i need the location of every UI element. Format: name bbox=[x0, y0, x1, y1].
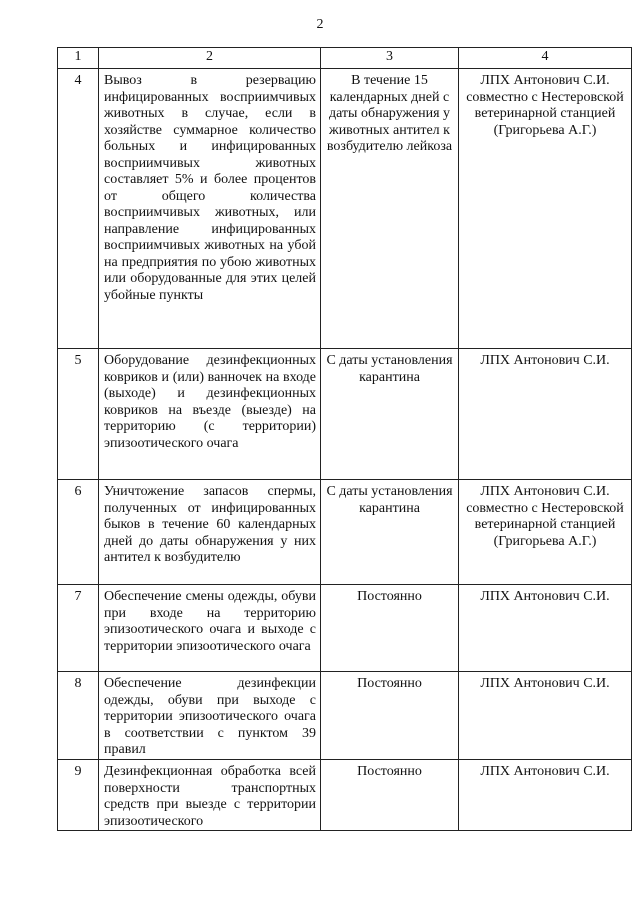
page-number: 2 bbox=[316, 17, 324, 32]
measure-cell: Обеспечение смены одежды, обуви при входе на территорию эпизоотического очага и выходе с территории эпизоотического очага bbox=[99, 585, 321, 672]
table-row bbox=[58, 672, 632, 760]
table-row bbox=[58, 349, 632, 480]
measure-cell: Дезинфекционная обработка всей поверхности транспортных средств при выезде с территории эпизоотического bbox=[99, 760, 321, 831]
row-number: 5 bbox=[58, 349, 99, 480]
measure-cell: Оборудование дезинфекционных ковриков и (или) ванночек на входе (выходе) и дезинфекционных ковриков на въезде (выезде) на территорию (с территории) эпизоотического очага bbox=[99, 349, 321, 480]
term-cell: Постоянно bbox=[321, 585, 459, 672]
column-header: 4 bbox=[459, 48, 632, 69]
row-number: 7 bbox=[58, 585, 99, 672]
responsible-cell: ЛПХ Антонович С.И. совместно с Нестеровской ветеринарной станцией (Григорьева А.Г.) bbox=[459, 69, 632, 349]
measures-table bbox=[57, 47, 632, 831]
row-number: 6 bbox=[58, 480, 99, 585]
measure-cell: Уничтожение запасов спермы, полученных от инфицированных быков в течение 60 календарных дней до даты обнаружения у них антител к возбудителю bbox=[99, 480, 321, 585]
table-row bbox=[58, 480, 632, 585]
responsible-cell: ЛПХ Антонович С.И. bbox=[459, 585, 632, 672]
column-header: 2 bbox=[99, 48, 321, 69]
column-header: 1 bbox=[58, 48, 99, 69]
term-cell: Постоянно bbox=[321, 672, 459, 760]
term-cell: В течение 15 календарных дней с даты обнаружения у животных антител к возбудителю лейкоза bbox=[321, 69, 459, 349]
term-cell: С даты установления карантина bbox=[321, 349, 459, 480]
row-number: 9 bbox=[58, 760, 99, 831]
responsible-cell: ЛПХ Антонович С.И. bbox=[459, 672, 632, 760]
responsible-cell: ЛПХ Антонович С.И. bbox=[459, 760, 632, 831]
measure-cell: Обеспечение дезинфекции одежды, обуви при выходе с территории эпизоотического очага в соответствии с пунктом 39 правил bbox=[99, 672, 321, 760]
term-cell: Постоянно bbox=[321, 760, 459, 831]
table-row bbox=[58, 585, 632, 672]
table-row bbox=[58, 69, 632, 349]
row-number: 8 bbox=[58, 672, 99, 760]
term-cell: С даты установления карантина bbox=[321, 480, 459, 585]
table-header-row bbox=[58, 48, 632, 69]
responsible-cell: ЛПХ Антонович С.И. bbox=[459, 349, 632, 480]
measure-cell: Вывоз в резервацию инфицированных восприимчивых животных в случае, если в хозяйстве суммарное количество больных и инфицированных восприимчивых животных составляет 5% и более процентов от общего количества восприимчивых животных, или направление инфицированных восприимчивых животных на убой на предприятия по убою животных или оборудованные для этих целей убойные пункты bbox=[99, 69, 321, 349]
row-number: 4 bbox=[58, 69, 99, 349]
column-header: 3 bbox=[321, 48, 459, 69]
responsible-cell: ЛПХ Антонович С.И. совместно с Нестеровской ветеринарной станцией (Григорьева А.Г.) bbox=[459, 480, 632, 585]
table-row bbox=[58, 760, 632, 831]
